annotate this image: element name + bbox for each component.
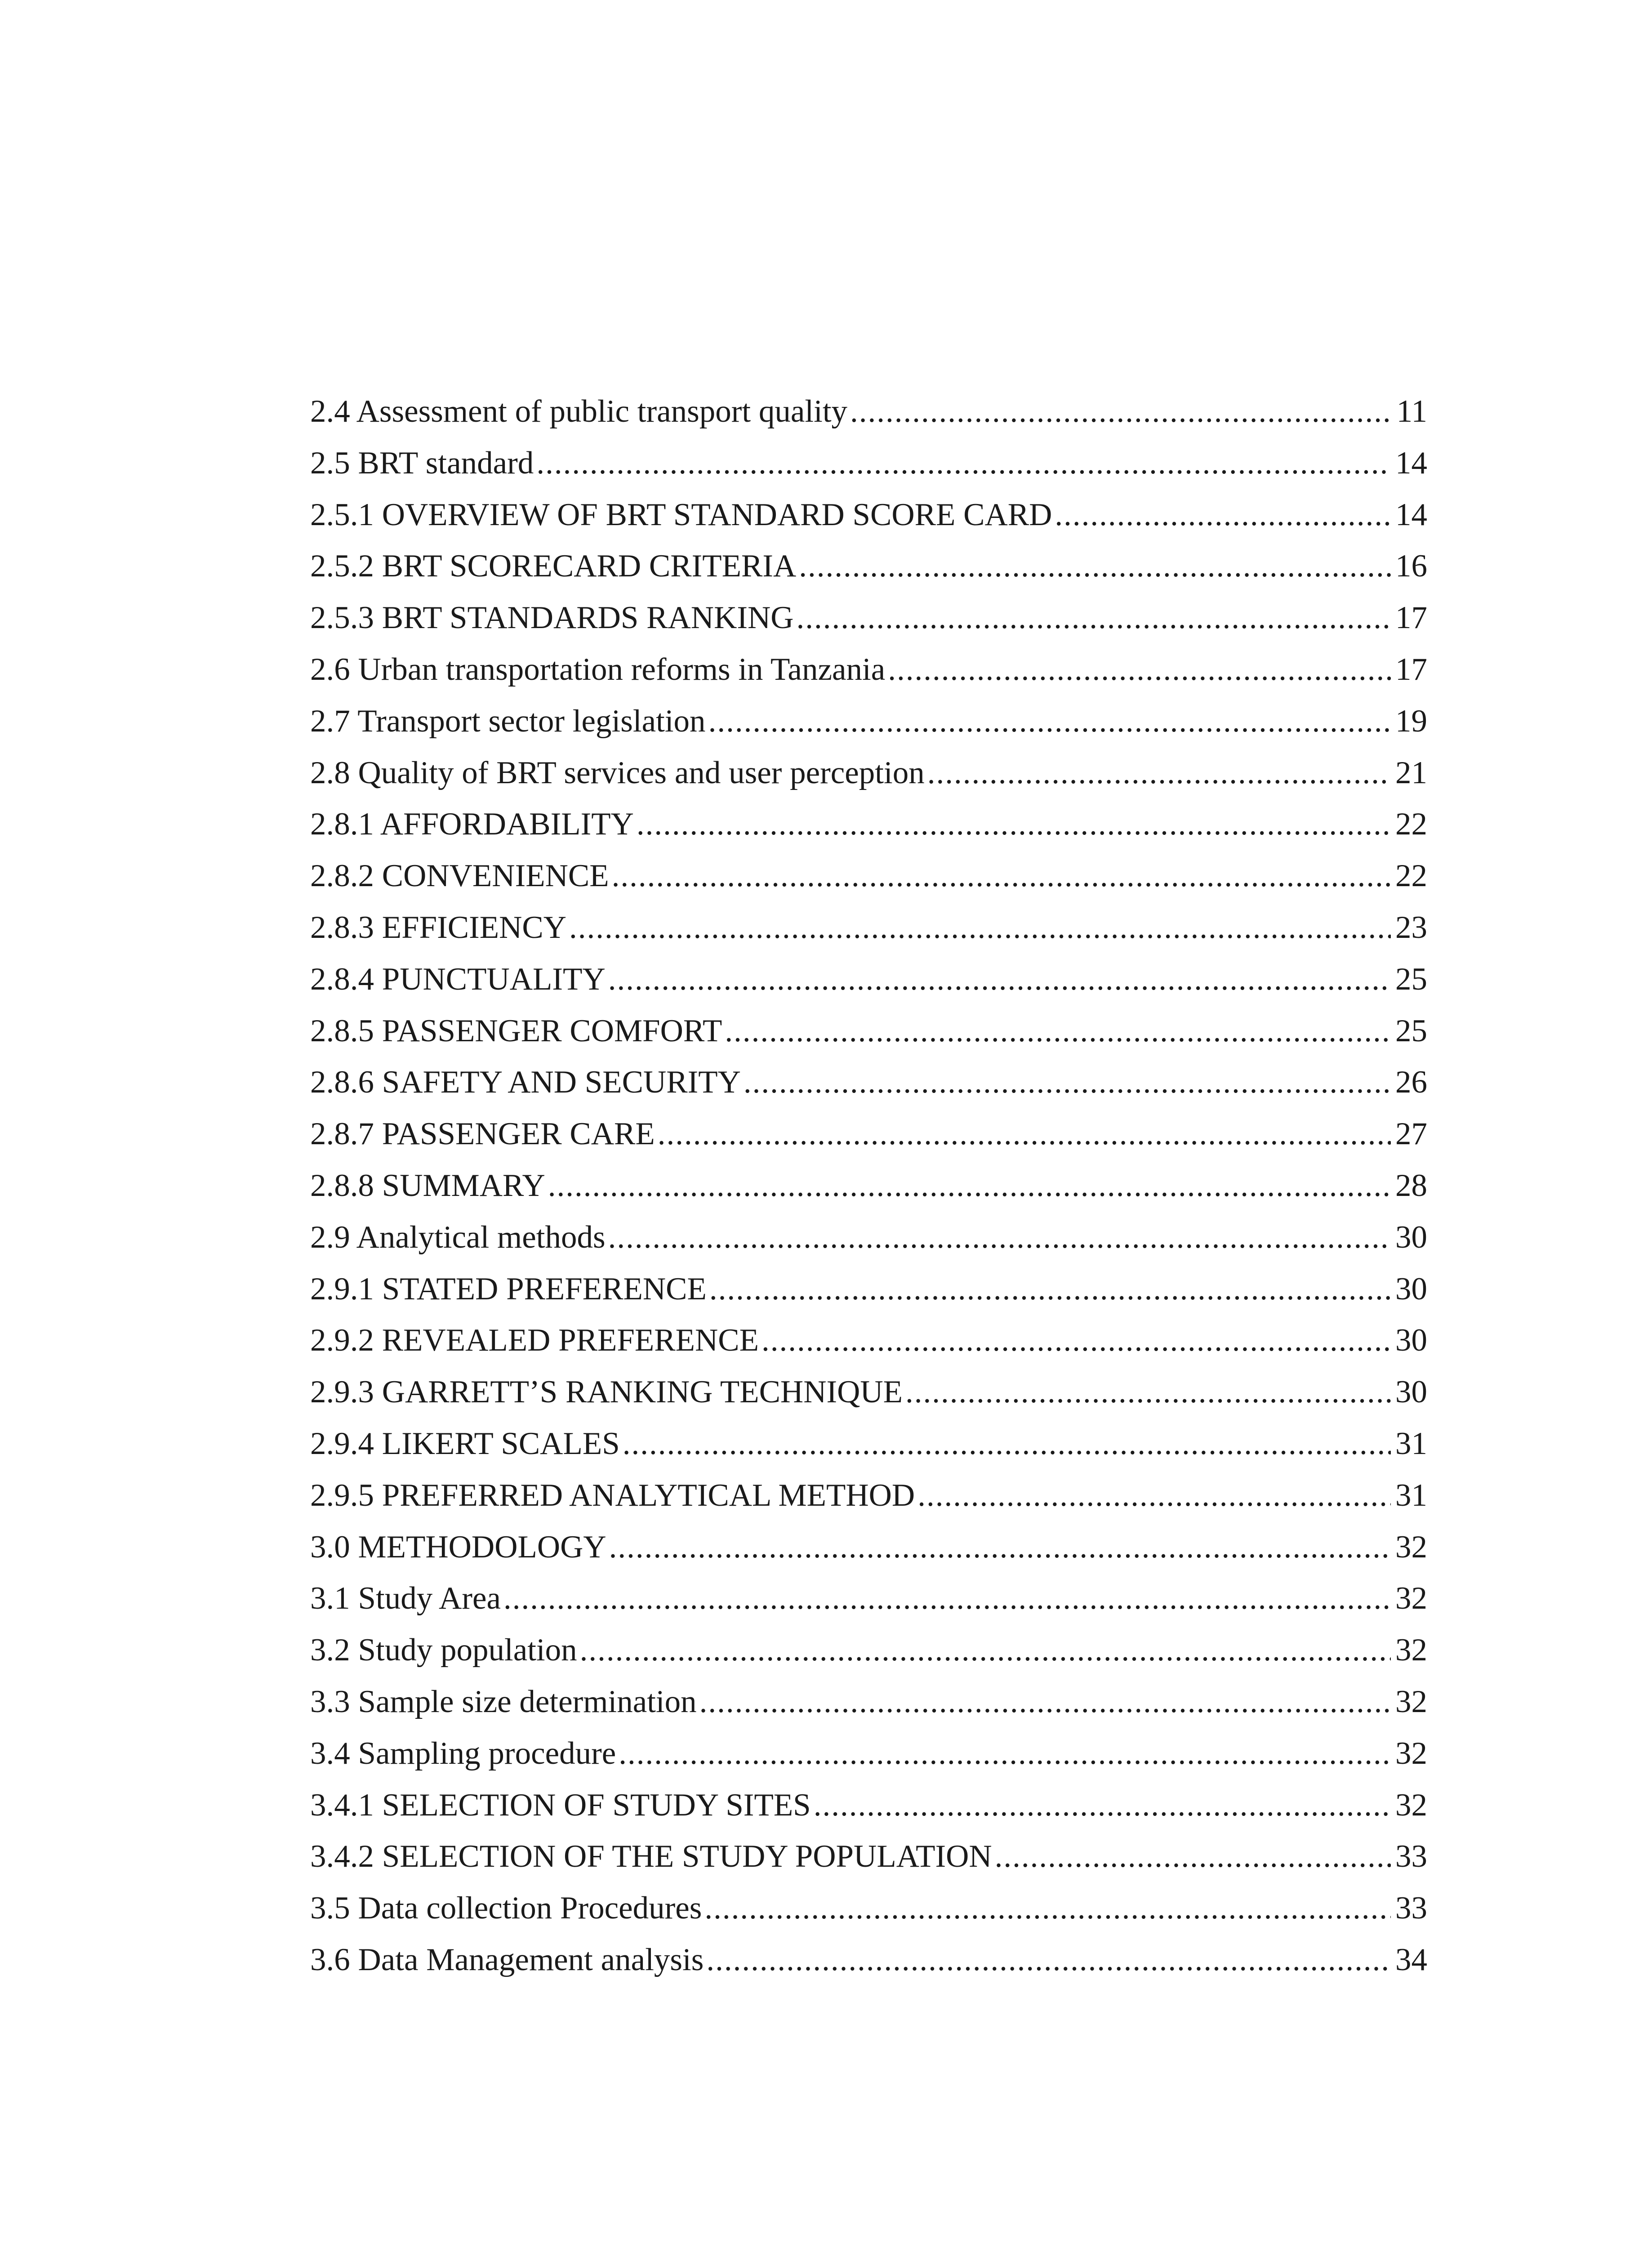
toc-entry-title: 3.3 Sample size determination [310, 1684, 697, 1719]
toc-page-number: 25 [1395, 1013, 1427, 1048]
toc-entry-title: 2.9.4 LIKERT SCALES [310, 1426, 620, 1461]
toc-entry[interactable] [310, 489, 1427, 541]
toc-entry[interactable] [310, 696, 1427, 747]
toc-dot-leader [725, 1005, 1391, 1057]
toc-entry-title: 2.9.2 REVEALED PREFERENCE [310, 1323, 759, 1358]
toc-page-number: 30 [1395, 1374, 1427, 1410]
toc-entry-title: 2.9.1 STATED PREFERENCE [310, 1271, 707, 1307]
toc-dot-leader [699, 1676, 1391, 1728]
toc-entry[interactable] [310, 798, 1427, 850]
toc-dot-leader [637, 798, 1391, 850]
toc-dot-leader [706, 1934, 1391, 1986]
toc-dot-leader [708, 696, 1391, 747]
toc-dot-leader [536, 437, 1391, 489]
toc-entry-title: 2.8.8 SUMMARY [310, 1168, 545, 1203]
toc-entry-title: 2.8.5 PASSENGER COMFORT [310, 1013, 722, 1048]
toc-entry[interactable] [310, 1624, 1427, 1676]
toc-entry[interactable] [310, 1263, 1427, 1315]
toc-page-number: 32 [1395, 1684, 1427, 1719]
toc-page-number: 16 [1395, 549, 1427, 584]
toc-entry-title: 3.4 Sampling procedure [310, 1735, 616, 1771]
toc-entry-title: 3.4.2 SELECTION OF THE STUDY POPULATION [310, 1839, 992, 1874]
toc-entry-title: 2.5.1 OVERVIEW OF BRT STANDARD SCORE CARD [310, 497, 1052, 532]
toc-entry[interactable] [310, 1934, 1427, 1986]
toc-entry-title: 2.8 Quality of BRT services and user perception [310, 755, 925, 790]
toc-dot-leader [888, 644, 1391, 696]
toc-entry-title: 2.8.4 PUNCTUALITY [310, 961, 606, 997]
toc-entry-title: 2.7 Transport sector legislation [310, 703, 706, 739]
toc-entry[interactable] [310, 902, 1427, 954]
toc-page-number: 17 [1395, 651, 1427, 687]
toc-entry-title: 3.6 Data Management analysis [310, 1942, 704, 1977]
toc-entry[interactable] [310, 1573, 1427, 1624]
toc-page-number: 30 [1395, 1323, 1427, 1358]
toc-entry-title: 3.1 Study Area [310, 1581, 501, 1616]
toc-page-number: 23 [1395, 910, 1427, 945]
toc-page-number: 14 [1395, 497, 1427, 532]
toc-page-number: 27 [1395, 1116, 1427, 1152]
toc-entry[interactable] [310, 437, 1427, 489]
toc-entry[interactable] [310, 1676, 1427, 1728]
toc-page-number: 22 [1395, 807, 1427, 842]
toc-page-number: 32 [1395, 1581, 1427, 1616]
toc-dot-leader [709, 1263, 1391, 1315]
toc-entry[interactable] [310, 1470, 1427, 1521]
toc-entry-title: 3.2 Study population [310, 1632, 577, 1668]
toc-dot-leader [608, 954, 1391, 1005]
toc-page-number: 34 [1395, 1942, 1427, 1977]
toc-entry-title: 2.6 Urban transportation reforms in Tanzania [310, 651, 886, 687]
toc-page-number: 33 [1395, 1839, 1427, 1874]
toc-entry-title: 2.8.7 PASSENGER CARE [310, 1116, 655, 1152]
toc-page-number: 19 [1395, 703, 1427, 739]
table-of-contents [310, 386, 1427, 1986]
toc-dot-leader [850, 386, 1392, 437]
toc-dot-leader [761, 1315, 1391, 1366]
toc-dot-leader [905, 1366, 1391, 1418]
toc-entry[interactable] [310, 850, 1427, 902]
toc-page-number: 32 [1395, 1735, 1427, 1771]
toc-entry[interactable] [310, 1831, 1427, 1882]
toc-dot-leader [797, 592, 1391, 644]
toc-page-number: 33 [1395, 1891, 1427, 1926]
toc-page-number: 17 [1395, 600, 1427, 636]
toc-entry[interactable] [310, 1882, 1427, 1934]
toc-entry[interactable] [310, 954, 1427, 1005]
toc-page-number: 28 [1395, 1168, 1427, 1203]
toc-entry[interactable] [310, 1418, 1427, 1470]
toc-entry[interactable] [310, 1728, 1427, 1780]
toc-entry-title: 2.8.3 EFFICIENCY [310, 910, 567, 945]
toc-entry[interactable] [310, 1005, 1427, 1057]
toc-dot-leader [927, 747, 1391, 799]
toc-page-number: 21 [1395, 755, 1427, 790]
toc-entry-title: 2.9 Analytical methods [310, 1219, 606, 1255]
toc-dot-leader [995, 1831, 1391, 1882]
toc-entry-title: 3.0 METHODOLOGY [310, 1529, 606, 1565]
toc-entry-title: 2.9.3 GARRETT’S RANKING TECHNIQUE [310, 1374, 903, 1410]
toc-dot-leader [704, 1882, 1391, 1934]
toc-entry[interactable] [310, 1057, 1427, 1108]
toc-entry-title: 2.8.6 SAFETY AND SECURITY [310, 1065, 741, 1100]
toc-entry[interactable] [310, 1315, 1427, 1366]
toc-page-number: 11 [1396, 394, 1427, 429]
toc-dot-leader [814, 1780, 1391, 1831]
toc-entry-title: 2.8.1 AFFORDABILITY [310, 807, 634, 842]
toc-dot-leader [608, 1212, 1391, 1263]
toc-page-number: 30 [1395, 1219, 1427, 1255]
toc-entry-title: 3.4.1 SELECTION OF STUDY SITES [310, 1787, 811, 1823]
toc-entry[interactable] [310, 1108, 1427, 1160]
toc-entry-title: 2.4 Assessment of public transport quality [310, 394, 848, 429]
toc-entry-title: 2.8.2 CONVENIENCE [310, 858, 609, 894]
toc-dot-leader [569, 902, 1391, 954]
toc-dot-leader [548, 1160, 1391, 1212]
toc-entry-title: 2.5.2 BRT SCORECARD CRITERIA [310, 549, 797, 584]
toc-page-number: 14 [1395, 445, 1427, 481]
toc-page-number: 32 [1395, 1787, 1427, 1823]
toc-dot-leader [619, 1728, 1391, 1780]
toc-entry-title: 2.5 BRT standard [310, 445, 534, 481]
toc-entry[interactable] [310, 1212, 1427, 1263]
toc-dot-leader [917, 1470, 1391, 1521]
toc-entry[interactable] [310, 592, 1427, 644]
toc-page-number: 22 [1395, 858, 1427, 894]
toc-dot-leader [609, 1521, 1391, 1573]
toc-entry[interactable] [310, 747, 1427, 799]
toc-page-number: 25 [1395, 961, 1427, 997]
toc-entry-title: 2.5.3 BRT STANDARDS RANKING [310, 600, 794, 636]
toc-entry[interactable] [310, 1160, 1427, 1212]
toc-entry[interactable] [310, 1780, 1427, 1831]
toc-page-number: 26 [1395, 1065, 1427, 1100]
toc-page-number: 31 [1395, 1477, 1427, 1513]
toc-entry[interactable] [310, 644, 1427, 696]
toc-page-number: 32 [1395, 1529, 1427, 1565]
toc-dot-leader [744, 1057, 1391, 1108]
toc-dot-leader [658, 1108, 1391, 1160]
toc-dot-leader [1055, 489, 1391, 541]
toc-entry[interactable] [310, 386, 1427, 437]
toc-dot-leader [799, 540, 1391, 592]
toc-dot-leader [612, 850, 1391, 902]
toc-entry[interactable] [310, 1521, 1427, 1573]
toc-page-number: 32 [1395, 1632, 1427, 1668]
toc-entry[interactable] [310, 1366, 1427, 1418]
toc-page-number: 31 [1395, 1426, 1427, 1461]
toc-dot-leader [580, 1624, 1391, 1676]
toc-entry-title: 2.9.5 PREFERRED ANALYTICAL METHOD [310, 1477, 915, 1513]
toc-dot-leader [623, 1418, 1391, 1470]
toc-entry-title: 3.5 Data collection Procedures [310, 1891, 702, 1926]
toc-page-number: 30 [1395, 1271, 1427, 1307]
toc-dot-leader [503, 1573, 1391, 1624]
toc-entry[interactable] [310, 540, 1427, 592]
